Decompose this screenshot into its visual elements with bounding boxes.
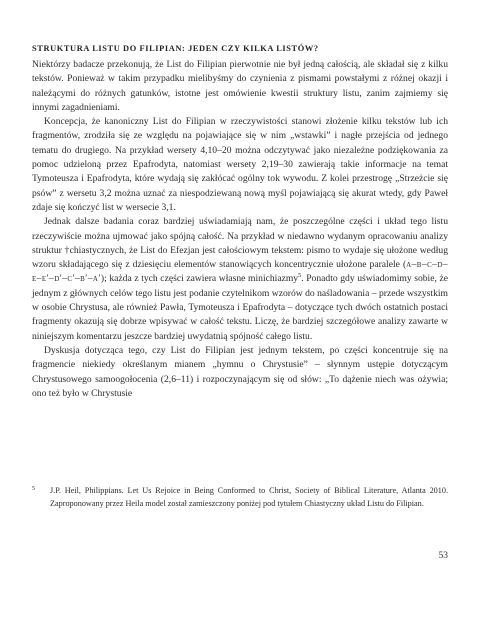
paragraph [32,344,448,401]
paragraph-text: . Ponadto gdy uświadomimy sobie, że jednym z głównych celów tego listu jest podanie czytelnikom wzorów do naśladowania – przede wszystkim w osobie Chrystusa, ale również Pawła, Tymoteusza i Epafrodyta – dotyczące tych dwóch ostatnich postaci fragmenty okazują się dobrze wpisywać w całość tekstu. Liczę, że bardziej szczegółowe analizy zawarte w niniejszym komentarzu jeszcze bardziej uwydatnią spójność całego listu. [32,273,448,342]
footnote-text: J.P. Heil, Philippians. Let Us Rejoice in Being Conformed to Christ, Society of Biblical Literature, Atlanta 2010. Zaproponowany przez Heila model został zamieszczony poniżej pod tytułem Chiastyczny układ Listu do Filipian. [50,486,448,508]
paragraph-text: Jednak dalsze badania coraz bardziej uświadamiają nam, że poszczególne części i układ tego listu rzeczywiście można ujmować jako spójną całość. Na przykład w niedawno wydanym opracowaniu analizy struktur †chiastycznych, że List do Efezjan jest całościowym tekstem: pismo to wydaje się ułożone według wzoru składającego się z dziesięciu elementów stanowiących koncentrycznie ułożone paralele ( [32,216,448,271]
chiasm-pattern: a–b–c–d–e–e′–d′–c′–b′–a′ [32,259,448,285]
paragraph [32,58,448,115]
footnote-reference: 5 [298,272,302,280]
paragraph [32,215,448,344]
body-text [32,58,448,401]
paragraph-text: Koncepcja, że kanoniczny List do Filipian w rzeczywistości stanowi złożenie kilku tekstów lub ich fragmentów, zrodziła się ze względu na pojawiające się w nim „wstawki” i nagłe przejścia od jednego tematu do drugiego. Na przykład wersety 4,10–20 można odczytywać jako niezależne podziękowania za pomoc udzieloną przez Epafrodyta, natomiast wersety 2,19–30 zawierają takie informacje na temat Tymoteusza i Epafrodyta, które wydają się zakłócać ogólny tok wywodu. Z kolei przestrogę „Strzeżcie się psów” z wersetu 3,2 można uznać za niespodziewaną nową myśl pojawiającą się akurat wtedy, gdy Paweł zdaje się kończyć list w wersecie 3,1. [32,116,448,213]
paragraph [32,115,448,215]
page-number: 53 [438,551,448,561]
paragraph-text: Dyskusja dotycząca tego, czy List do Filipian jest jednym tekstem, po części koncentruje się na fragmencie niekiedy określanym mianem „hymnu o Chrystusie” – słynnym ustępie dotyczącym Chrystusowego samoogołocenia (2,6–11) i rozpoczynającym się od słów: „To dążenie niech was ożywia; ono też było w Chrystusie [32,344,448,399]
footnote [32,485,448,510]
footnote-mark: 5 [32,486,35,492]
section-heading: STRUKTURA LISTU DO FILIPIAN: JEDEN CZY KILKA LISTÓW? [32,44,319,53]
paragraph-text: ); każda z tych części zawiera własne minichiazmy [100,273,299,285]
paragraph-text: Niektórzy badacze przekonują, że List do Filipian pierwotnie nie był jedną całością, ale składał się z kilku tekstów. Ponieważ w takim przypadku mielibyśmy do czynienia z pismami powstałymi z różnej okazji i należącymi do różnych gatunków, istotne jest omówienie kwestii struktury listu, zanim zajmiemy się innymi zagadnieniami. [32,59,448,113]
